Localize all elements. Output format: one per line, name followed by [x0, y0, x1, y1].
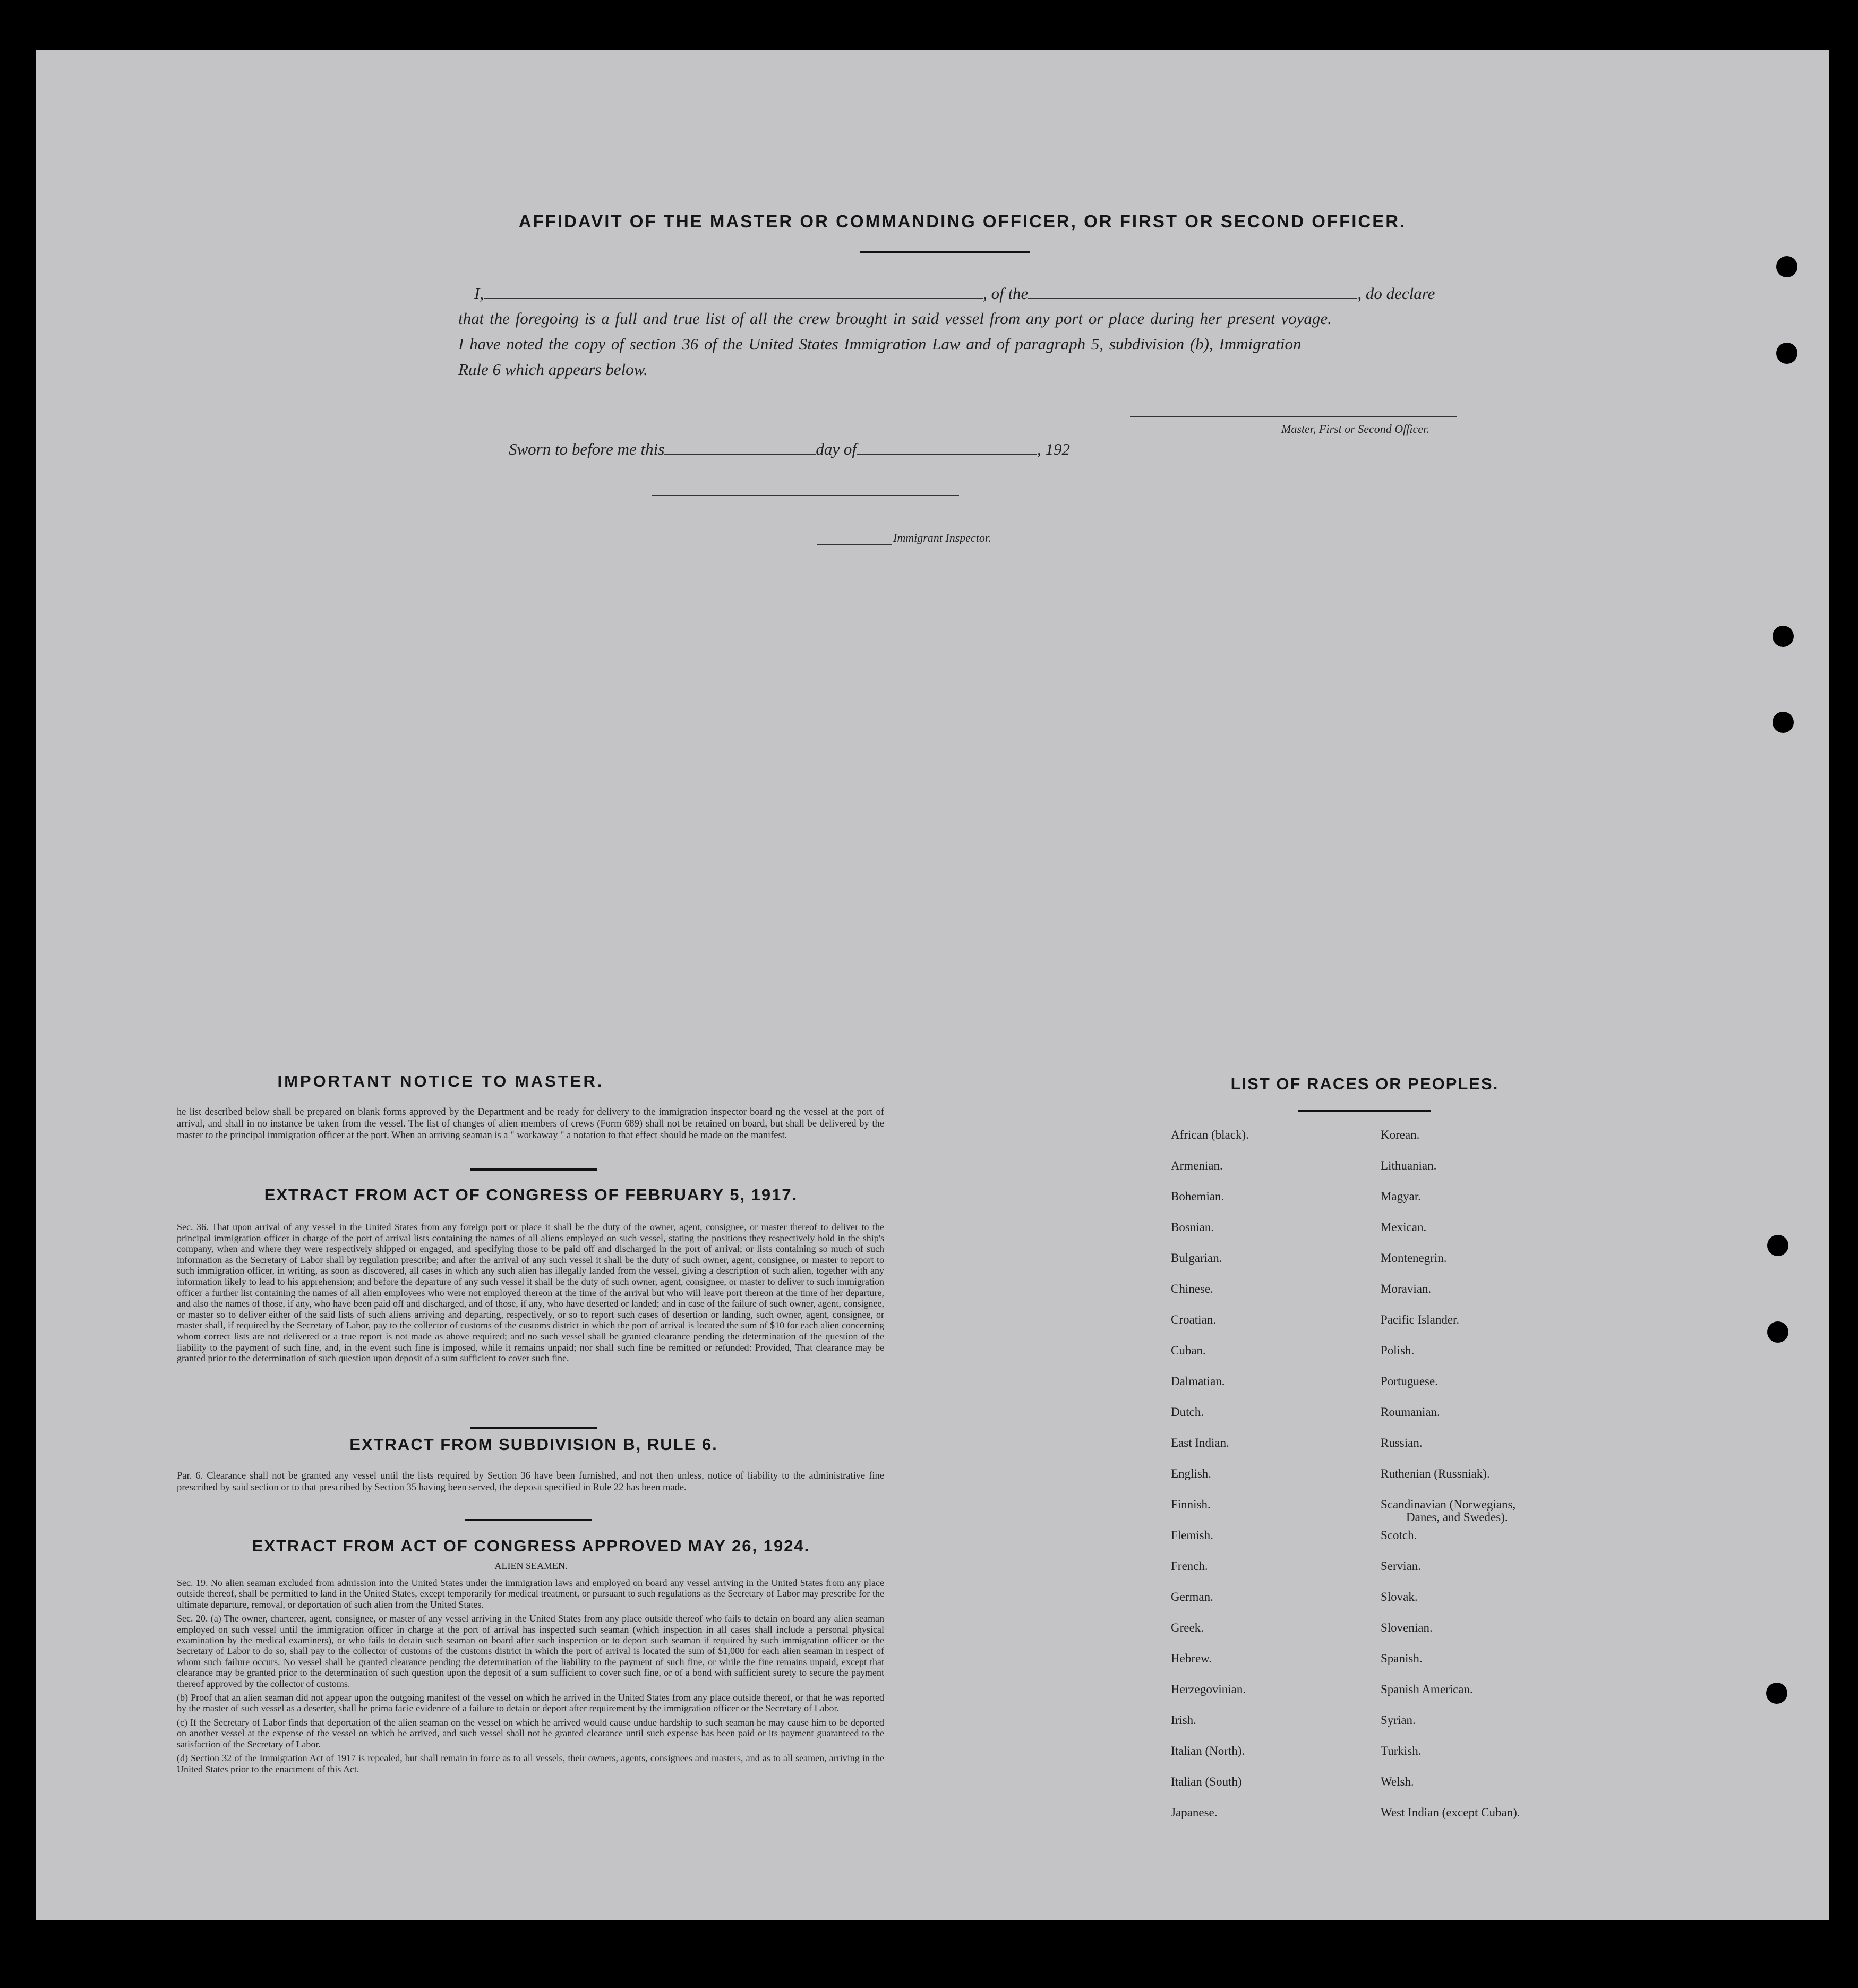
rule6-text: Par. 6. Clearance shall not be granted any vessel until the lists required by Section 36 have been furnished, and not then unless, notice of liability to the administrative fine prescribed by said section or to that prescribed by Section 35 having been served, the deposit specified in Rule 22 has been made.	[177, 1471, 884, 1493]
race-item: Greek.	[1171, 1621, 1204, 1634]
vessel-name-field[interactable]	[1028, 298, 1357, 299]
race-item: Spanish.	[1381, 1652, 1423, 1665]
inspector-signature-line[interactable]	[652, 495, 959, 496]
notice-title: IMPORTANT NOTICE TO MASTER.	[277, 1072, 604, 1090]
race-item: Italian (South)	[1171, 1775, 1242, 1788]
year-label: , 192	[1037, 440, 1070, 458]
race-item: Turkish.	[1381, 1744, 1422, 1757]
race-item: Dalmatian.	[1171, 1375, 1225, 1388]
races-rule	[1298, 1110, 1431, 1112]
affidavit-line-2: that the foregoing is a full and true list of all the crew brought in said vessel from any port or place during her present voyage.	[458, 309, 1332, 328]
race-item: West Indian (except Cuban).	[1381, 1806, 1520, 1819]
race-item: Servian.	[1381, 1559, 1422, 1573]
signature-line[interactable]	[1130, 416, 1457, 417]
race-item: Slovenian.	[1381, 1621, 1433, 1634]
race-item: Korean.	[1381, 1128, 1420, 1141]
affidavit-line-3: I have noted the copy of section 36 of the United States Immigration Law and of paragraph 5, subdivision (b), Immigration	[458, 335, 1302, 353]
race-item: Croatian.	[1171, 1313, 1216, 1326]
race-item: Italian (North).	[1171, 1744, 1245, 1757]
race-item: Flemish.	[1171, 1529, 1213, 1542]
race-item: Chinese.	[1171, 1282, 1213, 1295]
race-item: Bulgarian.	[1171, 1251, 1222, 1265]
binder-hole	[1776, 256, 1797, 277]
race-item: Dutch.	[1171, 1405, 1204, 1419]
affidavit-line-4: Rule 6 which appears below.	[458, 360, 648, 379]
sec-20b-text: (b) Proof that an alien seaman did not appear upon the outgoing manifest of the vessel on which he arrived in the United States from any place outside thereof, or that he was reported by the master of such vessel as a deserter, shall be prima facie evidence of a failure to detain or deport after requirement by the immigration officer or the Secretary of Labor.	[177, 1692, 884, 1714]
race-item: Irish.	[1171, 1713, 1196, 1727]
extract-1924-text	[177, 1577, 884, 1778]
notice-text: he list described below shall be prepared on blank forms approved by the Department and be ready for delivery to the immigration inspector board ng the vessel at the port of arrival, and shall in no instance be taken from the vessel. The list of changes of alien members of crews (Form 689) shall not be retained on board, but shall be delivered by the master to the principal immigration officer at the port. When an arriving seaman is a " workaway " a notation to that effect should be made on the manifest.	[177, 1107, 884, 1141]
sec-20c-text: (c) If the Secretary of Labor finds that deportation of the alien seaman on the vessel on which he arrived would cause undue hardship to such seaman he may cause him to be deported on another vessel at the expense of the vessel on which he arrived, and such vessel shall not be granted clearance until such expense has been paid or its payment guaranteed to the satisfaction of the Secretary of Labor.	[177, 1717, 884, 1750]
binder-hole	[1766, 1683, 1787, 1704]
race-item: Ruthenian (Russniak).	[1381, 1467, 1490, 1480]
declarant-label: I,	[474, 284, 484, 303]
race-item: Portuguese.	[1381, 1375, 1438, 1388]
race-item: Japanese.	[1171, 1806, 1218, 1819]
vessel-label: , of the	[983, 284, 1029, 303]
extract-1917-text: Sec. 36. That upon arrival of any vessel in the United States from any foreign port or place it shall be the duty of the owner, agent, consignee, or master thereof to deliver to the principal immigration officer in charge of the port of arrival lists containing the names of all aliens employed on such vessel, stating the positions they respectively hold in the ship's company, when and where they were respectively shipped or engaged, and specifying those to be paid off and discharged in the port of arrival; or lists containing so much of such information as the Secretary of Labor shall by regulation prescribe; and after the arrival of any such vessel it shall be the duty of such owner, agent, consignee, or master to report to such immigration officer, in writing, as soon as discovered, all cases in which any such alien has illegally landed from the vessel, giving a description of such alien, together with any information likely to lead to his apprehension; and before the departure of any such vessel it shall be the duty of such owner, agent, consignee, or master to deliver to such immigration officer a further list containing the names of all alien employees who were not employed thereon at the time of the arrival but who will leave port thereon at the time of her departure, and also the names of those, if any, who have been paid off and discharged, and of those, if any, who have deserted or landed; and in case of the failure of such owner, agent, consignee, or master so to deliver either of the said lists of such aliens arriving and departing, respectively, or so to report such cases of desertion or landing, such owner, agent, consignee, or master shall, if required by the Secretary of Labor, pay to the collector of customs of the customs district in which the port of arrival is located the sum of $10 for each alien concerning whom correct lists are not delivered or a true report is not made as above required; and no such vessel shall be granted clearance pending the determination of the question of the liability to the payment of such fine, and, in the event such fine is imposed, while it remains unpaid; nor shall such fine be remitted or refunded: Provided, That clearance may be granted prior to the determination of such question upon deposit of a sum sufficient to cover such fine.	[177, 1222, 884, 1364]
race-item: Armenian.	[1171, 1159, 1223, 1172]
extract-1924-title: EXTRACT FROM ACT OF CONGRESS APPROVED MAY 26, 1924.	[252, 1537, 810, 1555]
races-title: LIST OF RACES OR PEOPLES.	[1230, 1074, 1499, 1093]
race-item: French.	[1171, 1559, 1208, 1573]
affidavit-title-rule	[860, 251, 1030, 253]
race-item: Welsh.	[1381, 1775, 1414, 1788]
extract-1917-title: EXTRACT FROM ACT OF CONGRESS OF FEBRUARY 5, 1917.	[264, 1185, 798, 1204]
race-item: Polish.	[1381, 1344, 1415, 1357]
affidavit-line-1	[474, 284, 1435, 303]
sec-20a-text: Sec. 20. (a) The owner, charterer, agent, consignee, or master of any vessel arriving in the United States from any place outside thereof who fails to detain on board any alien seaman employed on such vessel until the immigration officer in charge at the port of arrival has inspected such seaman (which inspection in all cases shall include a personal physical examination by the medical examiners), or who fails to detain such seaman on board after such inspection or to deport such seaman if required by such immigration officer or the Secretary of Labor to do so, shall pay to the collector of customs of the customs district in which the port of arrival is located the sum of $1,000 for each alien seaman in respect of whom such failure occurs. No vessel shall be granted clearance pending the determination of the liability to the payment of such fine, or while the fine remains unpaid, except that clearance may be granted prior to the determination of such question upon the deposit of a sum sufficient to cover such fine, or of a bond with sufficient surety to secure the payment thereof approved by the collector of customs.	[177, 1613, 884, 1689]
affidavit-title: AFFIDAVIT OF THE MASTER OR COMMANDING OFFICER, OR FIRST OR SECOND OFFICER.	[518, 211, 1407, 231]
race-item: African (black).	[1171, 1128, 1249, 1141]
rule6-title: EXTRACT FROM SUBDIVISION B, RULE 6.	[349, 1435, 718, 1454]
inspector-label: Immigrant Inspector.	[893, 531, 991, 544]
race-item: East Indian.	[1171, 1436, 1229, 1449]
race-item: Scandinavian (Norwegians,	[1381, 1498, 1516, 1511]
binder-hole	[1773, 626, 1794, 647]
race-item: Scotch.	[1381, 1529, 1417, 1542]
extract-1924-rule	[465, 1519, 592, 1521]
sec-19-text: Sec. 19. No alien seaman excluded from admission into the United States under the immigration laws and employed on board any vessel arriving in the United States from any place outside thereof, shall be permitted to land in the United States, except temporarily for medical treatment, or pursuant to such regulations as the Secretary of Labor may prescribe for the ultimate departure, removal, or deportation of such alien from the United States.	[177, 1577, 884, 1610]
sworn-label: Sworn to before me this	[509, 440, 665, 458]
rule6-rule	[470, 1427, 597, 1429]
binder-hole	[1773, 712, 1794, 733]
inspector-name-line[interactable]	[817, 544, 892, 545]
binder-hole	[1767, 1235, 1788, 1256]
sworn-month-field[interactable]	[857, 454, 1037, 455]
declare-label: , do declare	[1357, 284, 1435, 303]
race-item: Bosnian.	[1171, 1221, 1214, 1234]
race-item: Bohemian.	[1171, 1190, 1225, 1203]
day-of-label: day of	[816, 440, 857, 458]
sworn-line	[509, 440, 1070, 459]
race-item: German.	[1171, 1590, 1213, 1603]
sec-20d-text: (d) Section 32 of the Immigration Act of 1917 is repealed, but shall remain in force as to all vessels, their owners, agents, consignees and masters, and as to all seamen, arriving in the United States prior to the enactment of this Act.	[177, 1753, 884, 1774]
race-item: Spanish American.	[1381, 1683, 1473, 1696]
race-item: Hebrew.	[1171, 1652, 1212, 1665]
alien-seamen-subtitle: ALIEN SEAMEN.	[494, 1560, 568, 1571]
notice-rule	[470, 1168, 597, 1171]
declarant-name-field[interactable]	[484, 298, 983, 299]
sworn-day-field[interactable]	[664, 454, 816, 455]
race-item: Mexican.	[1381, 1221, 1427, 1234]
binder-hole	[1776, 343, 1797, 364]
race-item: Magyar.	[1381, 1190, 1422, 1203]
race-item: Pacific Islander.	[1381, 1313, 1460, 1326]
race-item: Syrian.	[1381, 1713, 1416, 1727]
race-item: Montenegrin.	[1381, 1251, 1447, 1265]
race-item: Roumanian.	[1381, 1405, 1440, 1419]
race-item: Slovak.	[1381, 1590, 1418, 1603]
race-item: Finnish.	[1171, 1498, 1211, 1511]
race-item: Lithuanian.	[1381, 1159, 1437, 1172]
race-item: Russian.	[1381, 1436, 1423, 1449]
binder-hole	[1767, 1321, 1788, 1343]
signature-label: Master, First or Second Officer.	[1281, 422, 1429, 436]
race-item: Cuban.	[1171, 1344, 1206, 1357]
race-item: English.	[1171, 1467, 1212, 1480]
race-item: Herzegovinian.	[1171, 1683, 1246, 1696]
race-item: Moravian.	[1381, 1282, 1432, 1295]
race-item-continuation: Danes, and Swedes).	[1406, 1511, 1508, 1524]
